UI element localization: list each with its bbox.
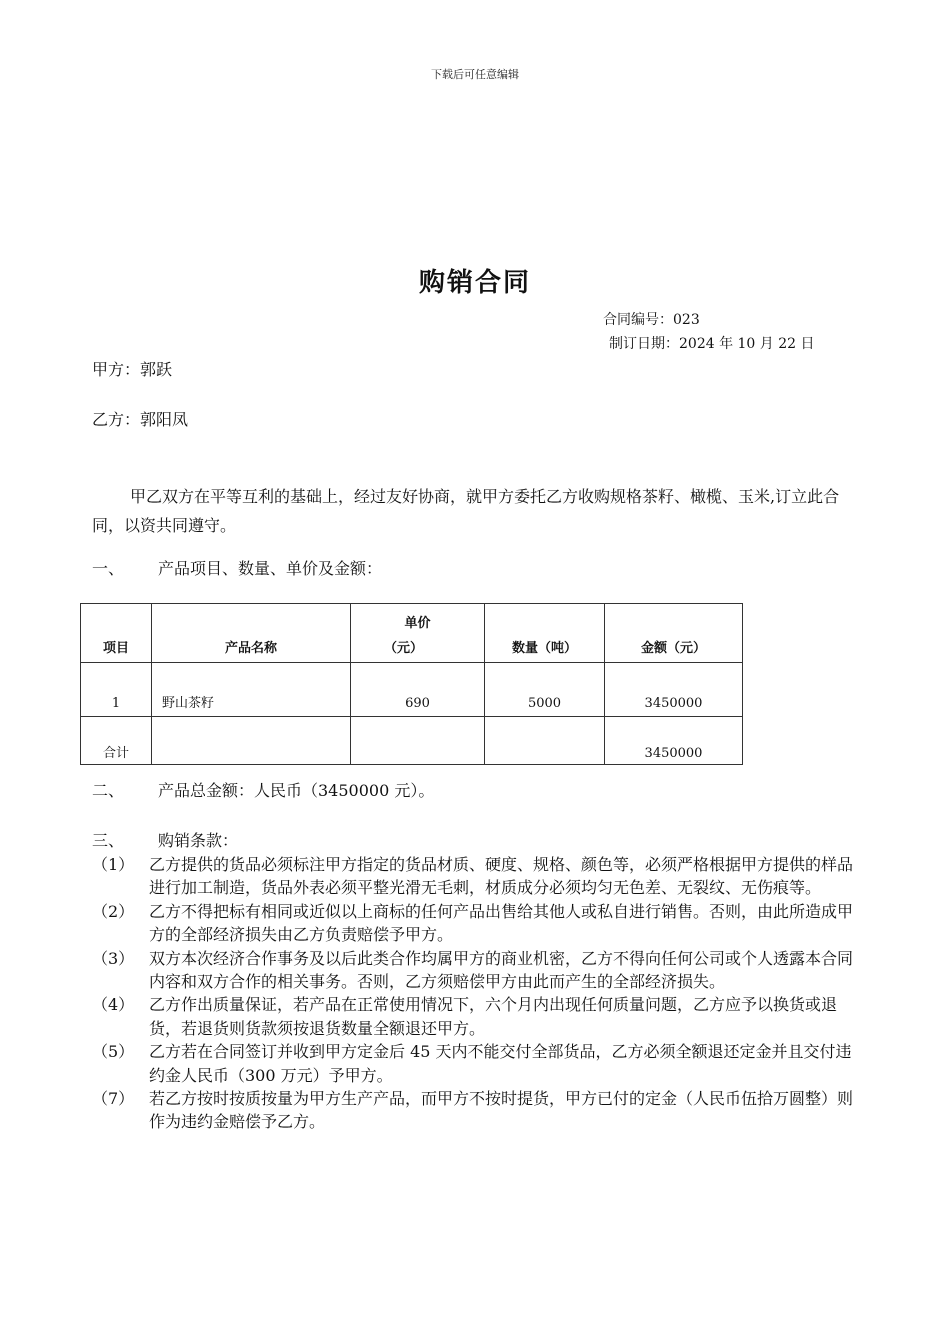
clause-number: （5） xyxy=(92,1042,135,1062)
section-3-heading xyxy=(92,828,238,851)
clause-number: （4） xyxy=(92,995,135,1015)
section-2-heading xyxy=(92,778,434,801)
total-label: 合计 xyxy=(81,717,152,765)
party-b: 乙方：郭阳凤 xyxy=(92,410,189,429)
clause-number: （2） xyxy=(92,901,135,921)
intro-paragraph: 甲乙双方在平等互利的基础上，经过友好协商，就甲方委托乙方收购规格茶籽、橄榄、玉米,订立此合同，以资共同遵守。 xyxy=(92,487,840,535)
clause-text: 乙方作出质量保证，若产品在正常使用情况下，六个月内出现任何质量问题，乙方应予以换货或退货，若退货则货款须按退货数量全额退还甲方。 xyxy=(149,995,838,1038)
contract-number: 合同编号：023 xyxy=(603,312,700,328)
clause-text: 乙方提供的货品必须标注甲方指定的货品材质、硬度、规格、颜色等，必须严格根据甲方提供的样品进行加工制造，货品外表必须平整光滑无毛刺，材质成分必须均匀无色差、无裂纹、无伤痕等。 xyxy=(149,855,854,898)
cell-amount: 3450000 xyxy=(605,663,743,717)
product-table xyxy=(80,603,743,765)
header-item: 项目 xyxy=(81,604,152,663)
clause-text: 若乙方按时按质按量为甲方生产产品，而甲方不按时提货，甲方已付的定金（人民币伍拾万圆整）则作为违约金赔偿予乙方。 xyxy=(149,1089,854,1132)
clause-number: （3） xyxy=(92,948,135,968)
total-amount: 3450000 xyxy=(605,717,743,765)
header-unit-price xyxy=(351,604,485,663)
empty-cell xyxy=(351,717,485,765)
clause-item xyxy=(92,993,867,1040)
section-text: 产品总金额：人民币（3450000 元）。 xyxy=(158,781,435,800)
cell-item: 1 xyxy=(81,663,152,717)
section-number: 三、 xyxy=(92,831,125,850)
cell-quantity: 5000 xyxy=(485,663,605,717)
table-header-row xyxy=(81,604,743,663)
section-number: 二、 xyxy=(92,781,125,800)
section-text: 产品项目、数量、单价及金额： xyxy=(158,559,383,578)
header-amount: 金额（元） xyxy=(605,604,743,663)
section-number: 一、 xyxy=(92,559,125,578)
clause-item xyxy=(92,1087,867,1134)
clauses-list xyxy=(92,853,867,1134)
section-text: 购销条款： xyxy=(158,831,239,850)
document-title: 购销合同 xyxy=(418,268,531,298)
clause-text: 乙方不得把标有相同或近似以上商标的任何产品出售给其他人或私自进行销售。否则，由此所造成甲方的全部经济损失由乙方负责赔偿予甲方。 xyxy=(149,901,854,945)
header-product-name: 产品名称 xyxy=(152,604,351,663)
header-price-line2: （元） xyxy=(383,641,423,656)
table-total-row xyxy=(81,717,743,765)
clause-number: （1） xyxy=(92,855,135,874)
clause-text: 双方本次经济合作事务及以后此类合作均属甲方的商业机密，乙方不得向任何公司或个人透露本合同内容和双方合作的相关事务。否则，乙方须赔偿甲方由此而产生的全部经济损失。 xyxy=(149,948,854,992)
clause-item xyxy=(92,853,867,900)
header-quantity: 数量（吨） xyxy=(485,604,605,663)
empty-cell xyxy=(485,717,605,765)
clause-item xyxy=(92,900,867,947)
section-1-heading xyxy=(92,556,382,579)
party-a: 甲方：郭跃 xyxy=(92,360,173,379)
clause-text: 乙方若在合同签订并收到甲方定金后 45 天内不能交付全部货品，乙方必须全额退还定金并且交付违约金人民币（300 万元）予甲方。 xyxy=(149,1042,852,1085)
table-row xyxy=(81,663,743,717)
clause-item xyxy=(92,1040,867,1087)
contract-date: 制订日期：2024 年 10 月 22 日 xyxy=(609,336,815,352)
header-note: 下载后可任意编辑 xyxy=(431,68,519,81)
empty-cell xyxy=(152,717,351,765)
cell-product-name: 野山茶籽 xyxy=(152,663,351,717)
clause-item xyxy=(92,947,867,994)
cell-unit-price: 690 xyxy=(351,663,485,717)
clause-number: （7） xyxy=(92,1089,135,1109)
header-price-line1: 单价 xyxy=(404,616,431,631)
